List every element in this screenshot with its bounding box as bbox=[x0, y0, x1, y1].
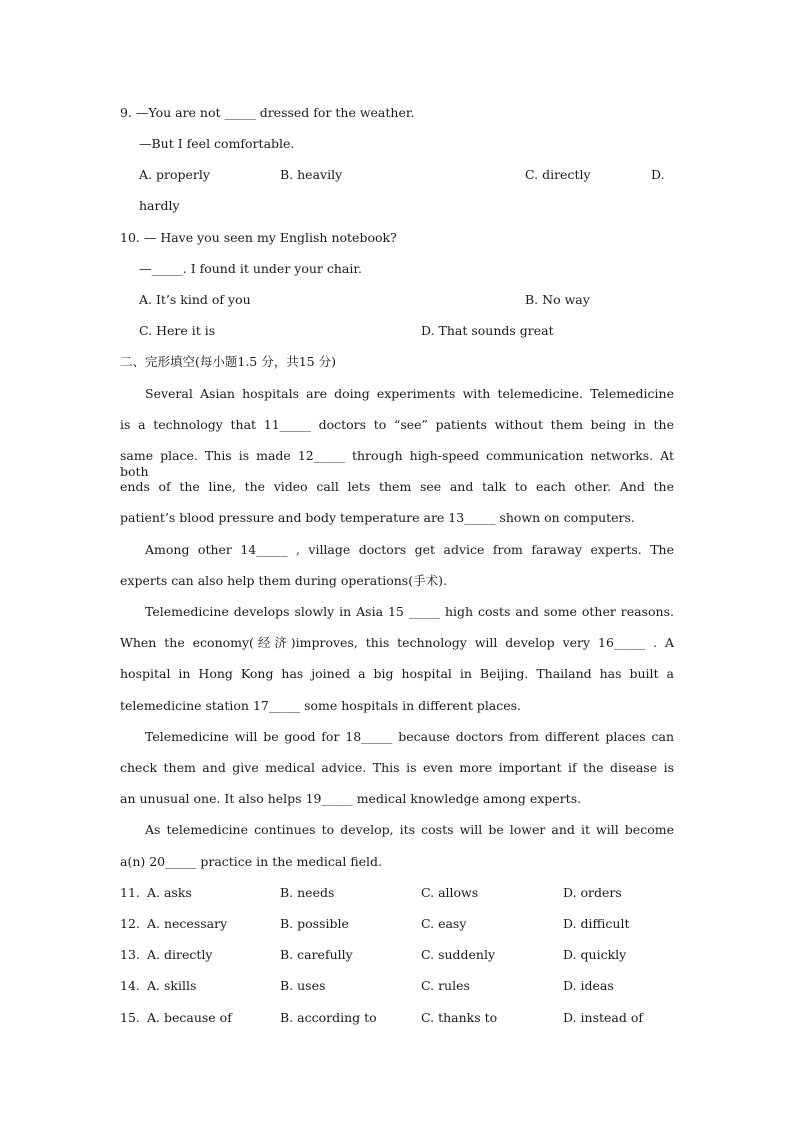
q9-stem: 9. —You are not _____ dressed for the weather. bbox=[120, 105, 415, 120]
answer-option-d: D. ideas bbox=[563, 978, 614, 993]
answer-option-b: B. according to bbox=[280, 1010, 377, 1025]
answer-number: 11. bbox=[120, 885, 140, 900]
passage-line: When the economy(经济)improves, this technology will develop very 16_____ . A bbox=[120, 635, 674, 650]
passage-line: a(n) 20_____ practice in the medical field. bbox=[120, 854, 383, 869]
q10-option-b: B. No way bbox=[525, 292, 590, 307]
q9-option-b: B. heavily bbox=[280, 167, 343, 182]
answer-option-c: C. suddenly bbox=[421, 947, 496, 962]
answer-option-d: D. quickly bbox=[563, 947, 627, 962]
passage-line: patient’s blood pressure and body temperature are 13_____ shown on computers. bbox=[120, 510, 635, 525]
answer-option-d: D. orders bbox=[563, 885, 622, 900]
answer-option-a: A. skills bbox=[147, 978, 197, 993]
answer-option-a: A. necessary bbox=[147, 916, 228, 931]
answer-number: 15. bbox=[120, 1010, 140, 1025]
answer-option-b: B. possible bbox=[280, 916, 349, 931]
passage-line: is a technology that 11_____ doctors to “see” patients without them being in the bbox=[120, 417, 674, 432]
q9-option-c: C. directly bbox=[525, 167, 591, 182]
answer-option-d: D. difficult bbox=[563, 916, 630, 931]
answer-option-c: C. rules bbox=[421, 978, 470, 993]
q10-option-c: C. Here it is bbox=[139, 323, 216, 338]
answer-number: 12. bbox=[120, 916, 140, 931]
passage-line: same place. This is made 12_____ through high-speed communication networks. At both bbox=[120, 448, 674, 479]
q9-option-d-wrap: hardly bbox=[139, 198, 180, 213]
q9-option-a: A. properly bbox=[139, 167, 210, 182]
answer-option-a: A. asks bbox=[147, 885, 192, 900]
answer-option-a: A. because of bbox=[147, 1010, 232, 1025]
q10-option-a: A. It’s kind of you bbox=[139, 292, 251, 307]
passage-line: Telemedicine develops slowly in Asia 15 _____ high costs and some other reasons. bbox=[145, 604, 674, 619]
answer-option-a: A. directly bbox=[147, 947, 213, 962]
answer-number: 13. bbox=[120, 947, 140, 962]
q10-option-d: D. That sounds great bbox=[421, 323, 554, 338]
answer-option-b: B. carefully bbox=[280, 947, 353, 962]
passage-line: Telemedicine will be good for 18_____ because doctors from different places can bbox=[145, 729, 674, 744]
q10-stem: 10. — Have you seen my English notebook? bbox=[120, 230, 397, 245]
answer-number: 14. bbox=[120, 978, 140, 993]
passage-line: experts can also help them during operations(手术). bbox=[120, 573, 447, 588]
section-heading: 二、完形填空(每小题1.5 分，共15 分) bbox=[120, 354, 336, 369]
answer-option-b: B. uses bbox=[280, 978, 326, 993]
answer-option-c: C. thanks to bbox=[421, 1010, 498, 1025]
passage-line: Several Asian hospitals are doing experiments with telemedicine. Telemedicine bbox=[145, 386, 674, 401]
passage-line: check them and give medical advice. This is even more important if the disease is bbox=[120, 760, 674, 775]
passage-line: ends of the line, the video call lets them see and talk to each other. And the bbox=[120, 479, 674, 494]
answer-option-b: B. needs bbox=[280, 885, 335, 900]
passage-line: Among other 14_____ , village doctors get advice from faraway experts. The bbox=[145, 542, 674, 557]
passage-line: As telemedicine continues to develop, its costs will be lower and it will become bbox=[145, 822, 674, 837]
passage-line: telemedicine station 17_____ some hospitals in different places. bbox=[120, 698, 522, 713]
answer-option-c: C. easy bbox=[421, 916, 467, 931]
q9-option-d: D. bbox=[651, 167, 665, 182]
q10-reply: —_____. I found it under your chair. bbox=[139, 261, 362, 276]
q9-reply: —But I feel comfortable. bbox=[139, 136, 295, 151]
answer-option-c: C. allows bbox=[421, 885, 479, 900]
passage-line: an unusual one. It also helps 19_____ medical knowledge among experts. bbox=[120, 791, 582, 806]
answer-option-d: D. instead of bbox=[563, 1010, 643, 1025]
passage-line: hospital in Hong Kong has joined a big hospital in Beijing. Thailand has built a bbox=[120, 666, 674, 681]
